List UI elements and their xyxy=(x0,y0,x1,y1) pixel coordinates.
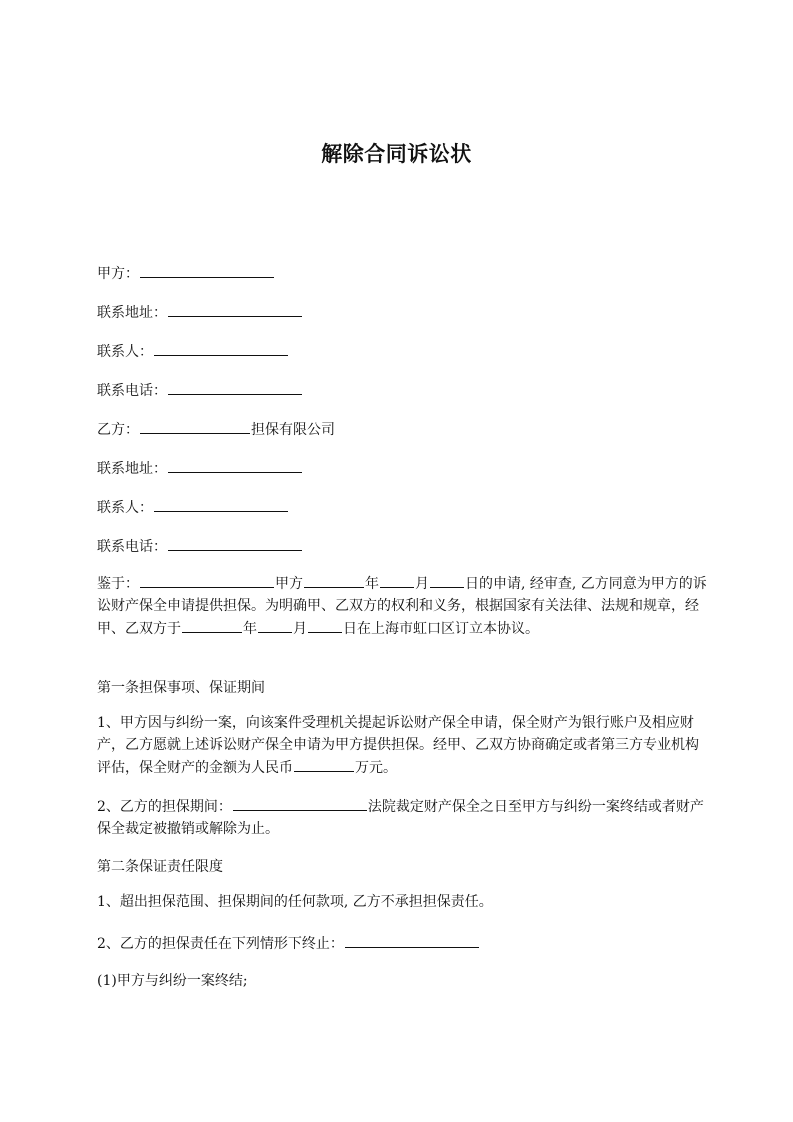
preamble-part-1: 鉴于： xyxy=(97,576,139,592)
article-2-clause-2-text: 2、乙方的担保责任在下列情形下终止： xyxy=(97,936,344,952)
preamble-part-3: 年 xyxy=(365,576,379,592)
preamble-part-8: 日在上海市虹口区订立本协议。 xyxy=(343,621,539,637)
party-b-address-blank[interactable] xyxy=(168,457,302,473)
article-1-clause-1 xyxy=(97,712,707,779)
article-2-heading: 第二条保证责任限度 xyxy=(97,859,223,875)
article-1-clause-2-suffix: 法院裁定财产保全之日至甲方与纠纷一案终结或者财产保全裁定被撤销或解除为止。 xyxy=(97,799,704,837)
party-b-phone-blank[interactable] xyxy=(168,535,302,551)
party-b-contact-label: 联系人： xyxy=(97,500,153,516)
article-2-clause-2 xyxy=(97,932,480,954)
party-a-line xyxy=(97,262,275,284)
party-a-contact-blank[interactable] xyxy=(154,340,288,356)
document-title: 解除合同诉讼状 xyxy=(321,142,472,166)
guarantee-period-blank[interactable] xyxy=(233,795,367,811)
preamble-paragraph xyxy=(97,572,707,640)
termination-blank[interactable] xyxy=(345,932,479,948)
preamble-month-blank-2[interactable] xyxy=(258,617,292,633)
preamble-year-blank-2[interactable] xyxy=(182,617,242,633)
party-b-line xyxy=(97,418,335,440)
preamble-part-7: 月 xyxy=(293,621,307,637)
party-b-phone-label: 联系电话： xyxy=(97,539,167,555)
article-1-clause-1-text: 1、甲方因与纠纷一案，向该案件受理机关提起诉讼财产保全申请，保全财产为银行账户及相应财产，乙方愿就上述诉讼财产保全申请为甲方提供担保。经甲、乙双方协商确定或者第三方专业机构评估，保全财产的金额为人民币 xyxy=(97,715,699,776)
article-1-clause-2 xyxy=(97,795,707,840)
party-a-phone-line xyxy=(97,379,303,401)
party-a-contact-label: 联系人： xyxy=(97,344,153,360)
preamble-part-5: 日的申请, 经审查, 乙方同意为甲方的诉讼财产保全申请提供担保。为明确甲、乙双方的权利和义务，根据国家有关法律、法规和规章，经甲、乙双方于 xyxy=(97,576,707,637)
preamble-part-6: 年 xyxy=(243,621,257,637)
preamble-part-2: 甲方 xyxy=(275,576,303,592)
party-a-label: 甲方： xyxy=(97,266,139,282)
party-b-address-label: 联系地址： xyxy=(97,461,167,477)
party-b-suffix: 担保有限公司 xyxy=(251,422,335,438)
party-a-phone-blank[interactable] xyxy=(168,379,302,395)
party-a-contact-line xyxy=(97,340,289,362)
party-b-contact-blank[interactable] xyxy=(154,496,288,512)
party-b-label: 乙方： xyxy=(97,422,139,438)
party-b-address-line xyxy=(97,457,303,479)
party-b-blank[interactable] xyxy=(140,418,250,434)
article-1-heading: 第一条担保事项、保证期间 xyxy=(97,680,265,696)
article-2-clause-1: 1、超出担保范围、担保期间的任何款项, 乙方不承担担保责任。 xyxy=(97,894,493,910)
preamble-year-blank-1[interactable] xyxy=(304,572,364,588)
party-a-phone-label: 联系电话： xyxy=(97,383,167,399)
article-2-item-1: (1)甲方与纠纷一案终结; xyxy=(97,973,248,989)
party-b-contact-line xyxy=(97,496,289,518)
party-a-address-label: 联系地址： xyxy=(97,305,167,321)
party-a-address-line xyxy=(97,301,303,323)
preamble-day-blank-1[interactable] xyxy=(430,572,464,588)
amount-blank[interactable] xyxy=(294,756,354,772)
article-1-clause-2-text: 2、乙方的担保期间： xyxy=(97,799,232,815)
preamble-part-4: 月 xyxy=(415,576,429,592)
party-b-phone-line xyxy=(97,535,303,557)
preamble-month-blank-1[interactable] xyxy=(380,572,414,588)
preamble-blank-1[interactable] xyxy=(140,572,274,588)
party-a-address-blank[interactable] xyxy=(168,301,302,317)
preamble-day-blank-2[interactable] xyxy=(308,617,342,633)
article-1-clause-1-suffix: 万元。 xyxy=(355,760,397,776)
party-a-blank[interactable] xyxy=(140,262,274,278)
